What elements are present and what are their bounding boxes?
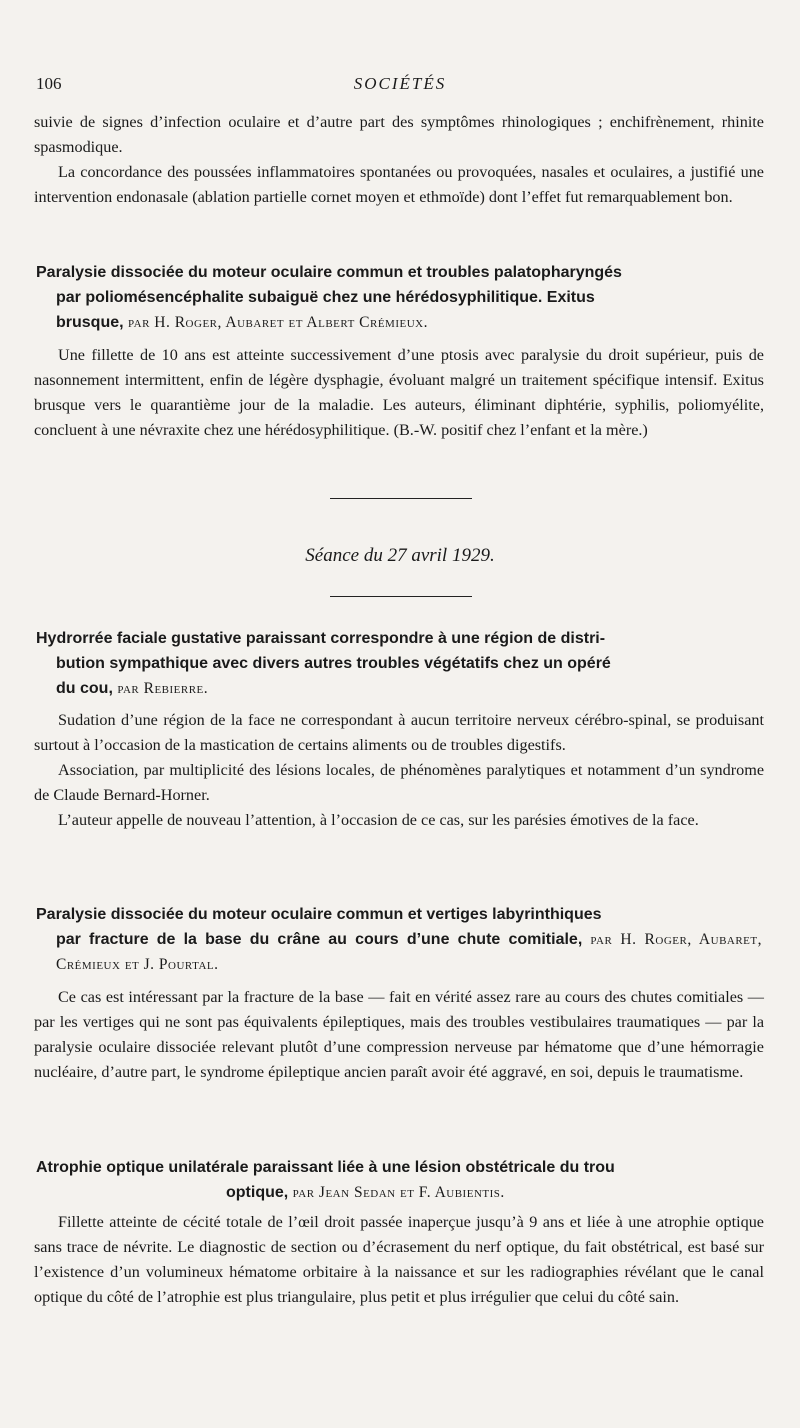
article-2-paragraph-2: Association, par multiplicité des lésions locales, de phénomènes paralytiques et notamment d’un syndrome de Claude Bernard-Horner. [34,761,764,804]
intro-paragraph-1: suivie de signes d’infection oculaire et d’autre part des symptômes rhinologiques ; enchifrènement, rhinite spasmodique. [34,113,764,156]
article-3-title-line-1: Paralysie dissociée du moteur oculaire commun et vertiges labyrinthiques [36,906,602,923]
article-2-authors: par Rebierre. [117,680,209,697]
article-1-heading [36,260,762,335]
article-3-authors: par H. Roger, Aubaret, Crémieux et J. Pourtal. [56,931,762,973]
article-4-title-line-2: optique, [226,1184,289,1201]
article-1-paragraph-1: Une fillette de 10 ans est atteinte successivement d’une ptosis avec paralysie du droit supérieur, puis de nasonnement intermittent, enfin de légère dysphagie, évoluant malgré un traitement spécifique intensif. Exitus brusque vers le quarantième jour de la maladie. Les auteurs, éliminant diphtérie, syphilis, poliomyélite, concluent à une névraxite chez une hérédosyphilitique. (B.-W. positif chez l’enfant et la mère.) [34,346,764,439]
article-2-paragraph-1: Sudation d’une région de la face ne correspondant à aucun territoire nerveux cérébro-spinal, se produisant surtout à l’occasion de la mastication de certains aliments ou de troubles digestifs. [34,711,764,754]
article-4-paragraph-1: Fillette atteinte de cécité totale de l’œil droit passée inaperçue jusqu’à 9 ans et liée à une atrophie optique sans trace de névrite. Le diagnostic de section ou d’écrasement du nerf optique, du fait obstétrical, est basé sur l’existence d’un volumineux hématome orbitaire à la naissance et sur les radiographies révélant que le canal optique du côté de l’atrophie est plus triangulaire, plus petit et plus irrégulier que celui du côté sain. [34,1213,764,1306]
section-divider-top [330,498,472,499]
article-1-body [34,343,764,443]
article-2-body [34,708,764,833]
article-3-title-line-2: par fracture de la base du crâne au cours d’une chute comitiale, [56,931,583,948]
article-4-heading [36,1155,762,1205]
page-header [36,74,764,98]
session-date: Séance du 27 avril 1929. [305,545,495,566]
running-head: SOCIÉTÉS [353,74,447,93]
article-4-authors: par Jean Sedan et F. Aubientis. [292,1184,505,1201]
article-2-paragraph-3: L’auteur appelle de nouveau l’attention, à l’occasion de ce cas, sur les parésies émotives de la face. [58,811,699,829]
article-2-title-line-1: Hydrorrée faciale gustative paraissant correspondre à une région de distri- [36,630,606,647]
article-3-paragraph-1: Ce cas est intéressant par la fracture de la base — fait en vérité assez rare au cours des chutes comitiales — par les vertiges qui ne sont pas équivalents épileptiques, mais des troubles vestibulaires traumatiques — par la paralysie oculaire dissociée relevant plutôt d’une compression nerveuse par hématome que d’une hémorragie nucléaire, d’autre part, le syndrome épileptique ancien paraît avoir été aggravé, en soi, depuis le traumatisme. [34,988,764,1081]
article-3-body [34,985,764,1085]
article-3-heading [36,902,762,977]
article-2-heading [36,626,762,701]
article-2-title-line-3: du cou, [56,680,113,697]
article-4-body [34,1210,764,1310]
section-divider-bottom [330,596,472,597]
article-4-title-line-1: Atrophie optique unilatérale paraissant liée à une lésion obstétricale du trou [36,1159,615,1176]
article-2-title-line-2: bution sympathique avec divers autres troubles végétatifs chez un opéré [56,655,611,672]
intro-paragraph-2: La concordance des poussées inflammatoires spontanées ou provoquées, nasales et oculaires, a justifié une intervention endonasale (ablation partielle cornet moyen et ethmoïde) dont l’effet fut remarquablement bon. [34,163,764,206]
intro-text [34,110,764,210]
article-1-authors: par H. Roger, Aubaret et Albert Crémieux. [128,314,428,331]
page-number: 106 [36,74,62,93]
article-1-title-line-3: brusque, [56,314,124,331]
article-1-title-line-2: par poliomésencéphalite subaiguë chez une hérédosyphilitique. Exitus [56,289,595,306]
article-1-title-line-1: Paralysie dissociée du moteur oculaire commun et troubles palatopharyngés [36,264,622,281]
